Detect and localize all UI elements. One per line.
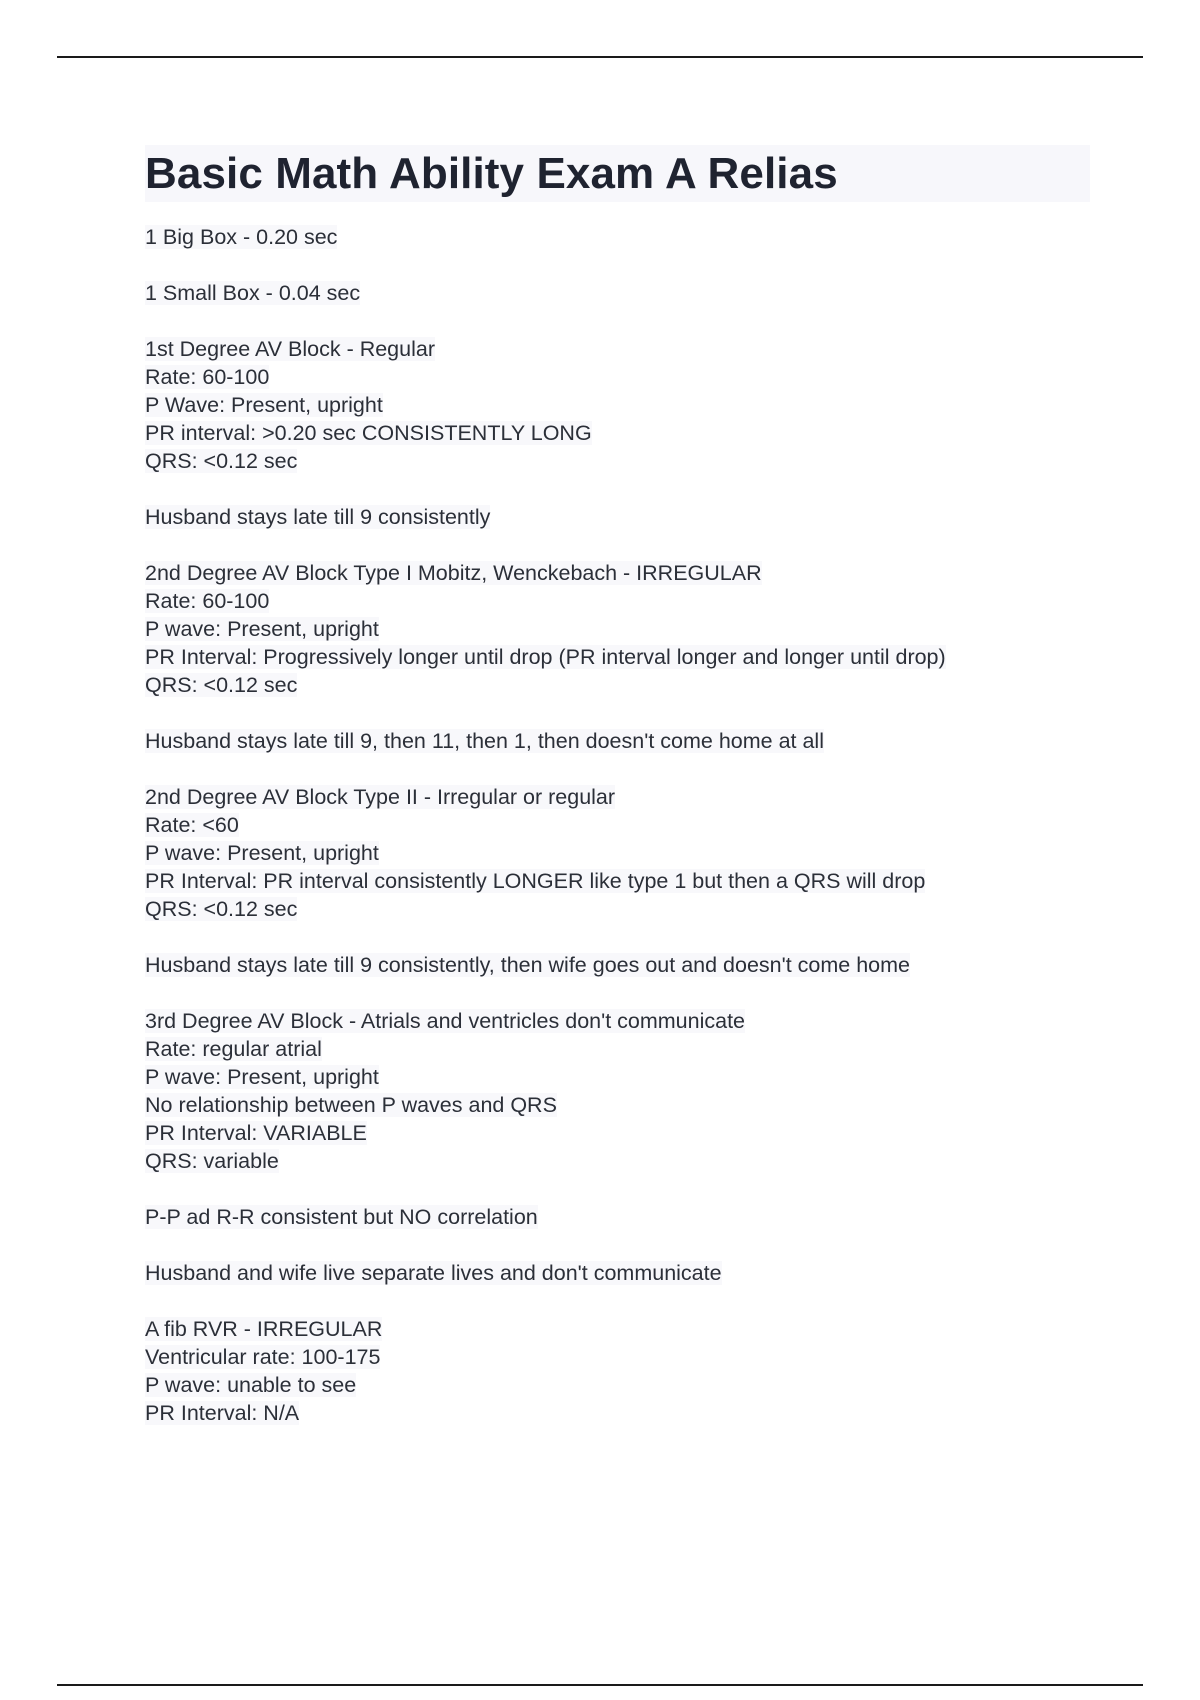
note-line xyxy=(145,447,1090,475)
note-line-text: 2nd Degree AV Block Type I Mobitz, Wenckebach - IRREGULAR xyxy=(145,561,762,585)
note-line-text: P wave: unable to see xyxy=(145,1373,357,1397)
note-line-text: 3rd Degree AV Block - Atrials and ventricles don't communicate xyxy=(145,1009,746,1033)
note-line xyxy=(145,615,1090,643)
note-line xyxy=(145,335,1090,363)
note-line-text: Husband and wife live separate lives and don't communicate xyxy=(145,1261,722,1285)
note-line xyxy=(145,951,1090,979)
note-block xyxy=(145,951,1090,979)
note-line-text: Ventricular rate: 100-175 xyxy=(145,1345,381,1369)
note-block xyxy=(145,559,1090,699)
note-line-text: 1 Big Box - 0.20 sec xyxy=(145,225,338,249)
note-block xyxy=(145,279,1090,307)
note-line xyxy=(145,279,1090,307)
note-line-text: P Wave: Present, upright xyxy=(145,393,383,417)
note-line xyxy=(145,587,1090,615)
note-line-text: P wave: Present, upright xyxy=(145,617,379,641)
note-line xyxy=(145,391,1090,419)
note-line xyxy=(145,867,1090,895)
bottom-rule xyxy=(57,1684,1143,1686)
note-line xyxy=(145,1315,1090,1343)
note-line-text: QRS: <0.12 sec xyxy=(145,449,298,473)
note-block xyxy=(145,335,1090,475)
note-line-text: 1 Small Box - 0.04 sec xyxy=(145,281,361,305)
note-block xyxy=(145,1259,1090,1287)
note-line-text: Rate: 60-100 xyxy=(145,365,270,389)
document-body xyxy=(145,145,1090,1455)
note-line-text: QRS: <0.12 sec xyxy=(145,673,298,697)
note-line-text: No relationship between P waves and QRS xyxy=(145,1093,557,1117)
note-line-text: P-P ad R-R consistent but NO correlation xyxy=(145,1205,538,1229)
note-line xyxy=(145,559,1090,587)
note-line xyxy=(145,811,1090,839)
note-block xyxy=(145,503,1090,531)
note-line-text: PR Interval: N/A xyxy=(145,1401,300,1425)
note-line xyxy=(145,1091,1090,1119)
note-line xyxy=(145,727,1090,755)
title-banner xyxy=(145,145,1090,202)
note-line-text: Husband stays late till 9, then 11, then 1, then doesn't come home at all xyxy=(145,729,824,753)
note-line-text: PR Interval: Progressively longer until drop (PR interval longer and longer until drop) xyxy=(145,645,946,669)
note-line-text: P wave: Present, upright xyxy=(145,841,379,865)
note-line-text: QRS: variable xyxy=(145,1149,279,1173)
note-line xyxy=(145,223,1090,251)
note-line-text: Rate: regular atrial xyxy=(145,1037,322,1061)
note-line-text: PR interval: >0.20 sec CONSISTENTLY LONG xyxy=(145,421,592,445)
notes-list xyxy=(145,223,1090,1427)
note-block xyxy=(145,223,1090,251)
note-line-text: Rate: <60 xyxy=(145,813,239,837)
note-line-text: Rate: 60-100 xyxy=(145,589,270,613)
note-line xyxy=(145,783,1090,811)
note-line xyxy=(145,1343,1090,1371)
note-line xyxy=(145,1007,1090,1035)
note-block xyxy=(145,727,1090,755)
note-line xyxy=(145,643,1090,671)
note-line-text: QRS: <0.12 sec xyxy=(145,897,298,921)
note-line xyxy=(145,1399,1090,1427)
note-line xyxy=(145,1203,1090,1231)
note-line xyxy=(145,839,1090,867)
note-line-text: A fib RVR - IRREGULAR xyxy=(145,1317,383,1341)
note-line xyxy=(145,1147,1090,1175)
note-block xyxy=(145,1203,1090,1231)
note-line xyxy=(145,1259,1090,1287)
note-line xyxy=(145,419,1090,447)
note-line xyxy=(145,895,1090,923)
note-line-text: P wave: Present, upright xyxy=(145,1065,379,1089)
note-line xyxy=(145,1371,1090,1399)
note-line-text: PR Interval: PR interval consistently LONGER like type 1 but then a QRS will drop xyxy=(145,869,926,893)
top-rule xyxy=(57,56,1143,58)
note-line-text: Husband stays late till 9 consistently, then wife goes out and doesn't come home xyxy=(145,953,911,977)
note-line-text: Husband stays late till 9 consistently xyxy=(145,505,491,529)
note-line xyxy=(145,1063,1090,1091)
note-line-text: PR Interval: VARIABLE xyxy=(145,1121,367,1145)
note-line xyxy=(145,671,1090,699)
note-block xyxy=(145,1007,1090,1175)
note-line xyxy=(145,363,1090,391)
note-line-text: 1st Degree AV Block - Regular xyxy=(145,337,435,361)
note-line xyxy=(145,1035,1090,1063)
note-line xyxy=(145,503,1090,531)
note-line-text: 2nd Degree AV Block Type II - Irregular or regular xyxy=(145,785,616,809)
note-block xyxy=(145,1315,1090,1427)
note-line xyxy=(145,1119,1090,1147)
document-title: Basic Math Ability Exam A Relias xyxy=(145,149,838,198)
note-block xyxy=(145,783,1090,923)
